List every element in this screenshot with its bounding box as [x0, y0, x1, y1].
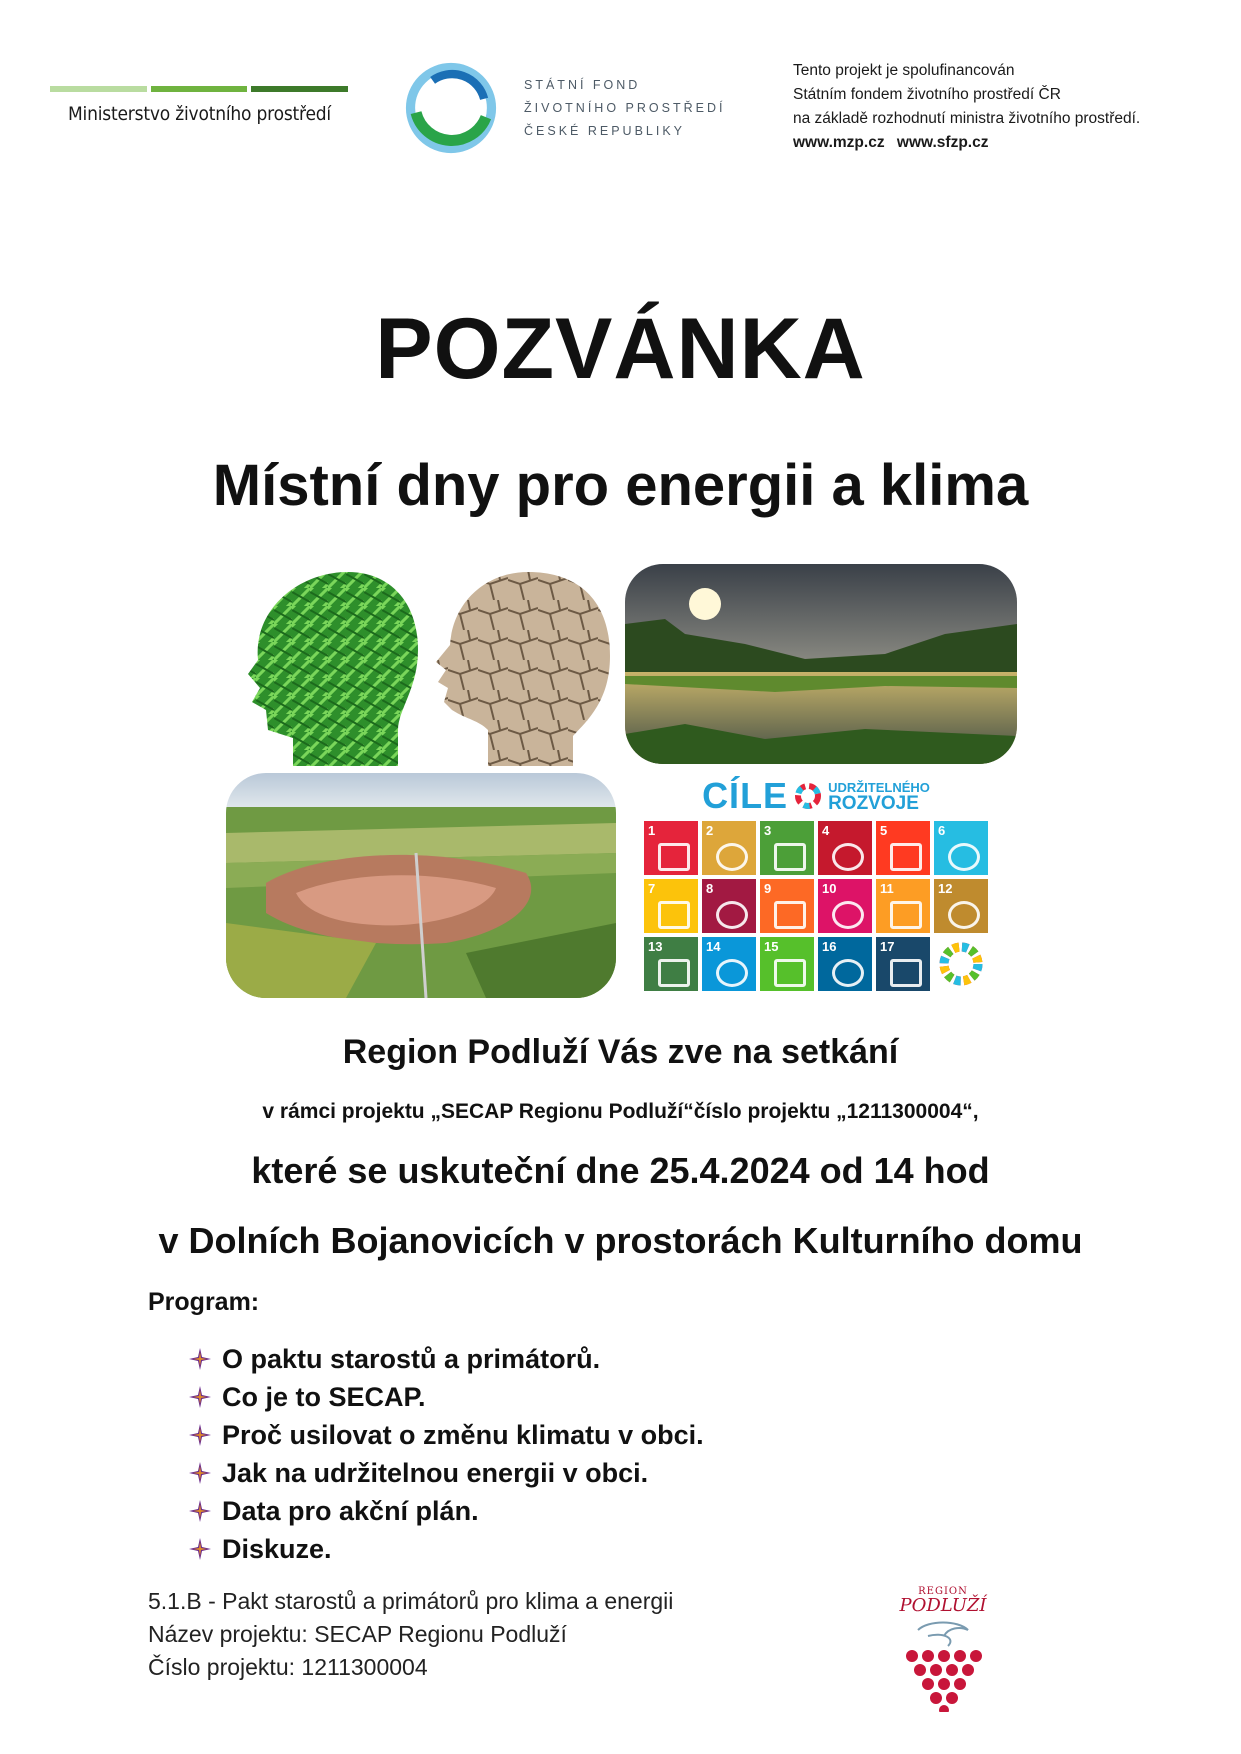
list-item — [188, 1454, 704, 1492]
region-podluzi-logo — [888, 1586, 998, 1716]
sdg-tile-number: 3 — [764, 823, 772, 838]
sdg-tile-icon — [948, 843, 980, 871]
sdg-tile-number: 2 — [706, 823, 714, 838]
sdg-wheel-icon — [794, 782, 822, 810]
sdg-tile-17 — [876, 937, 930, 991]
project-reference: v rámci projektu „SECAP Regionu Podluží“číslo projektu „1211300004“, — [262, 1100, 979, 1123]
funding-line-3: na základě rozhodnutí ministra životního prostředí. — [793, 110, 1141, 127]
event-place: v Dolních Bojanovicích v prostorách Kulturního domu — [158, 1220, 1083, 1261]
grape-icon — [888, 1616, 998, 1712]
sdg-tile-number: 12 — [938, 881, 953, 896]
bullet-icon — [188, 1537, 212, 1561]
sdg-tile-4 — [818, 821, 872, 875]
list-item — [188, 1340, 704, 1378]
sdg-tile-icon — [774, 901, 806, 929]
sdg-tile-number: 9 — [764, 881, 772, 896]
bullet-icon — [188, 1385, 212, 1409]
sdg-title-main: CÍLE — [702, 775, 789, 816]
program-label: Program: — [148, 1288, 260, 1316]
sdg-tile-number: 15 — [764, 939, 779, 954]
program-list — [188, 1340, 704, 1568]
program-item-text: Data pro akční plán. — [222, 1495, 479, 1526]
sfzp-line-2: ŽIVOTNÍHO PROSTŘEDÍ — [524, 101, 726, 115]
sdg-tile-icon — [890, 959, 922, 987]
bullet-icon — [188, 1461, 212, 1485]
sdg-tile-number: 17 — [880, 939, 895, 954]
sdg-tile-icon — [716, 843, 748, 871]
list-item — [188, 1416, 704, 1454]
sdg-tile-icon — [658, 959, 690, 987]
funding-line-2: Státním fondem životního prostředí ČR — [793, 86, 1061, 103]
invitation-heading: Region Podluží Vás zve na setkání — [342, 1033, 899, 1071]
funding-notice — [793, 59, 1140, 155]
sdg-tile-14 — [702, 937, 756, 991]
bullet-icon — [188, 1347, 212, 1371]
ministry-logo-bars — [50, 86, 348, 92]
sdg-tile-11 — [876, 879, 930, 933]
sdg-tile-icon — [774, 959, 806, 987]
funding-websites[interactable]: www.mzp.cz www.sfzp.cz — [793, 134, 989, 151]
heads-image — [238, 570, 610, 766]
sdg-tile-16 — [818, 937, 872, 991]
footer-line-2: Název projektu: SECAP Regionu Podluží — [148, 1621, 567, 1647]
sdg-tile-icon — [948, 901, 980, 929]
program-item-text: Co je to SECAP. — [222, 1381, 426, 1412]
sdg-tile-1 — [644, 821, 698, 875]
sdg-tile-number: 5 — [880, 823, 888, 838]
sdg-tile-icon — [890, 843, 922, 871]
sdg-tile-icon — [716, 959, 748, 987]
funding-line-1: Tento projekt je spolufinancován — [793, 62, 1015, 79]
sdg-tile-icon — [832, 843, 864, 871]
sdg-tile-3 — [760, 821, 814, 875]
page-title: POZVÁNKA — [375, 301, 866, 397]
sdg-tile-5 — [876, 821, 930, 875]
sdg-tile-number: 13 — [648, 939, 663, 954]
program-item-text: Jak na udržitelnou energii v obci. — [222, 1457, 649, 1488]
list-item — [188, 1530, 704, 1568]
sdg-tile-icon — [658, 843, 690, 871]
sdg-tile-number: 6 — [938, 823, 946, 838]
sdg-tile-7 — [644, 879, 698, 933]
sdg-tile-2 — [702, 821, 756, 875]
sdg-heading — [634, 775, 998, 817]
sdg-tile-number: 14 — [706, 939, 721, 954]
bullet-icon — [188, 1499, 212, 1523]
sdg-tile-number: 10 — [822, 881, 837, 896]
region-logo-small-text: REGION — [918, 1586, 968, 1597]
sdg-tile-15 — [760, 937, 814, 991]
footer-line-3: Číslo projektu: 1211300004 — [148, 1654, 428, 1680]
sdg-title-top: UDRŽITELNÉHO — [828, 780, 930, 795]
list-item — [188, 1378, 704, 1416]
sdg-tile-13 — [644, 937, 698, 991]
sdg-tile-number: 11 — [880, 881, 894, 896]
sdg-tile-8 — [702, 879, 756, 933]
event-date: které se uskuteční dne 25.4.2024 od 14 hod — [251, 1150, 990, 1191]
sdg-tile-9 — [760, 879, 814, 933]
sfzp-line-3: ČESKÉ REPUBLIKY — [524, 124, 686, 138]
sdg-title-bottom: ROZVOJE — [828, 793, 919, 814]
lake-landscape-image — [625, 564, 1017, 764]
village-aerial-image — [226, 773, 616, 998]
bullet-icon — [188, 1423, 212, 1447]
page-subtitle: Místní dny pro energii a klima — [212, 453, 1029, 518]
program-item-text: O paktu starostů a primátorů. — [222, 1343, 601, 1374]
sdg-tile-icon — [832, 901, 864, 929]
region-logo-big-text: PODLUŽÍ — [899, 1595, 987, 1616]
sdg-tile-number: 7 — [648, 881, 656, 896]
sfzp-line-1: STÁTNÍ FOND — [524, 78, 641, 92]
sdg-tile-icon — [832, 959, 864, 987]
ministry-name: Ministerstvo životního prostředí — [68, 103, 331, 125]
sdg-goals-graphic — [634, 775, 998, 995]
sdg-tile-icon — [716, 901, 748, 929]
sdg-tile-icon — [658, 901, 690, 929]
footer-line-1: 5.1.B - Pakt starostů a primátorů pro klima a energii — [148, 1588, 674, 1614]
list-item — [188, 1492, 704, 1530]
sdg-tile-12 — [934, 879, 988, 933]
sdg-tile-number: 1 — [648, 823, 656, 838]
footer-info — [148, 1585, 673, 1684]
sdg-tile-number: 16 — [822, 939, 837, 954]
sdg-tile-icon — [890, 901, 922, 929]
sdg-tile-10 — [818, 879, 872, 933]
sdg-tile-number: 4 — [822, 823, 830, 838]
sdg-wheel-tile-icon — [934, 937, 988, 991]
sdg-tile-6 — [934, 821, 988, 875]
sfzp-logo-icon — [405, 62, 497, 154]
program-item-text: Proč usilovat o změnu klimatu v obci. — [222, 1419, 704, 1450]
program-item-text: Diskuze. — [222, 1533, 332, 1564]
sdg-tile-grid — [634, 821, 998, 991]
sfzp-name — [524, 74, 725, 143]
sdg-tile-icon — [774, 843, 806, 871]
sdg-tile-number: 8 — [706, 881, 714, 896]
